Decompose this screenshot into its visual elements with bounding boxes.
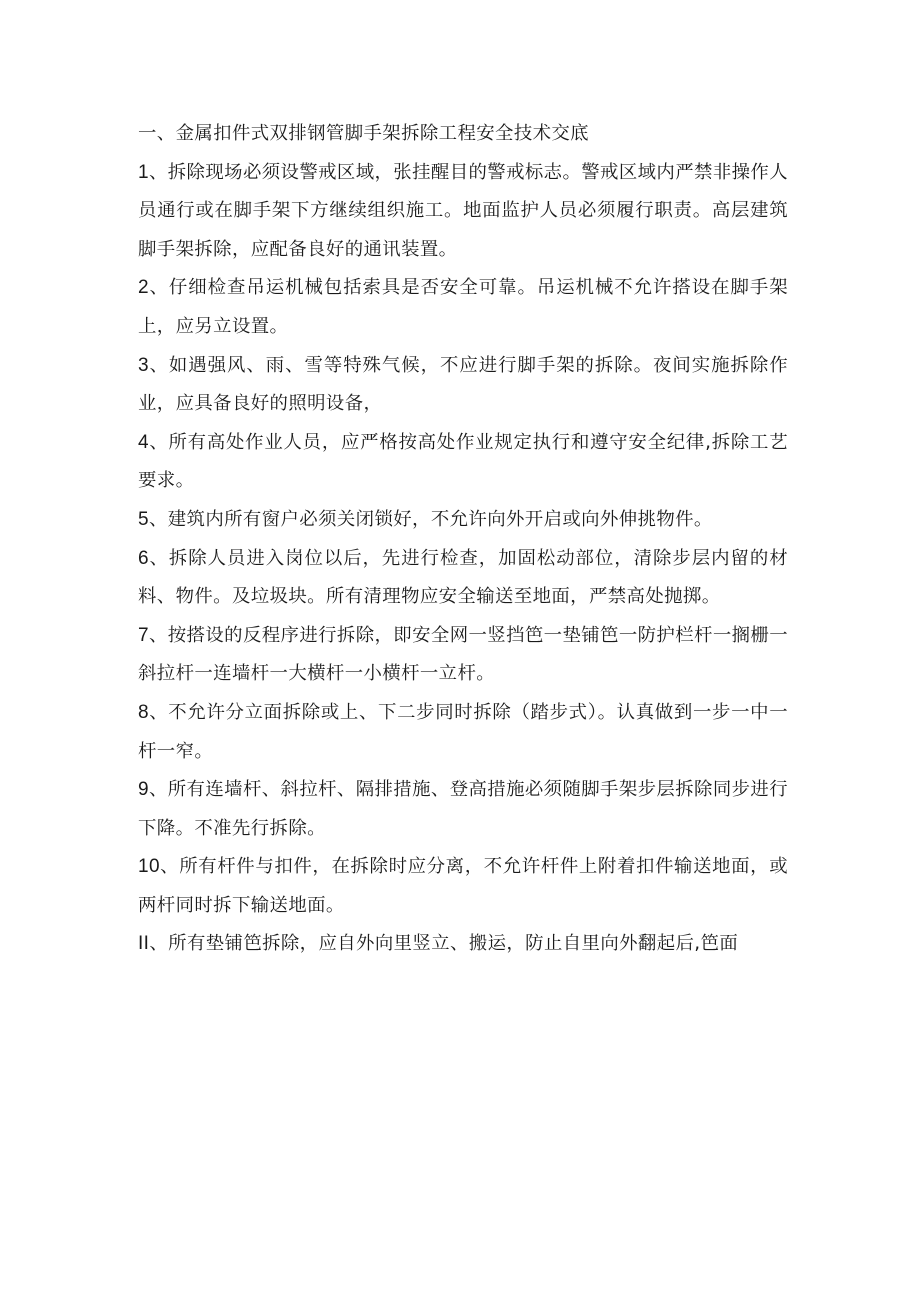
item-number: 4 <box>138 431 149 453</box>
item-text: 、所有连墙杆、斜拉杆、隔排措施、登高措施必须随脚手架步层拆除同步进行下降。不准先行拆除。 <box>138 779 788 839</box>
item-text: 、不允许分立面拆除或上、下二步同时拆除（踏步式）。认真做到一步一中一杆一窄。 <box>138 701 788 762</box>
item-number: 5 <box>138 508 149 530</box>
item-text: 、所有杆件与扣件，在拆除时应分离，不允许杆件上附着扣件输送地面，或两杆同时拆下输送地面。 <box>138 856 788 916</box>
item-number: 10 <box>138 856 160 878</box>
item-text: 、如遇强风、雨、雪等特殊气候，不应进行脚手架的拆除。夜间实施拆除作业，应具备良好的照明设备， <box>138 354 788 415</box>
item-number: 7 <box>138 624 149 646</box>
item-number: 3 <box>138 354 149 376</box>
item-number: 1 <box>138 161 149 183</box>
list-item <box>138 154 788 270</box>
item-number: 8 <box>138 701 149 723</box>
item-number: 9 <box>138 779 149 801</box>
list-item <box>138 540 788 617</box>
list-item <box>138 269 788 346</box>
item-number: 2 <box>138 277 149 299</box>
list-item <box>138 848 788 925</box>
list-item <box>138 925 788 964</box>
item-text: 、拆除现场必须设警戒区域，张挂醒目的警戒标志。警戒区域内严禁非操作人员通行或在脚手架下方继续组织施工。地面监护人员必须履行职责。高层建筑脚手架拆除，应配备良好的通讯装置。 <box>138 161 788 260</box>
list-item <box>138 771 788 848</box>
list-item <box>138 501 788 540</box>
item-text: 、所有垫铺笆拆除，应自外向里竖立、搬运，防止自里向外翻起后,笆面 <box>149 933 739 955</box>
list-item <box>138 617 788 694</box>
item-text: 、按搭设的反程序进行拆除，即安全网一竖挡笆一垫铺笆一防护栏杆一搁栅一斜拉杆一连墙杆一大横杆一小横杆一立杆。 <box>138 624 788 685</box>
item-text: 、拆除人员进入岗位以后，先进行检查，加固松动部位，清除步层内留的材料、物件。及垃圾块。所有清理物应安全输送至地面，严禁高处抛掷。 <box>138 547 788 608</box>
list-item <box>138 347 788 424</box>
list-item <box>138 424 788 501</box>
item-text: 、所有高处作业人员，应严格按高处作业规定执行和遵守安全纪律,拆除工艺要求。 <box>138 431 788 492</box>
document-title: 一、金属扣件式双排钢管脚手架拆除工程安全技术交底 <box>138 123 589 144</box>
list-item <box>138 694 788 771</box>
item-number: 6 <box>138 547 149 569</box>
item-text: 、仔细检查吊运机械包括索具是否安全可靠。吊运机械不允许搭设在脚手架上，应另立设置。 <box>138 277 788 337</box>
document-body <box>138 115 788 964</box>
item-number: II <box>138 933 150 955</box>
item-text: 、建筑内所有窗户必须关闭锁好，不允许向外开启或向外伸挑物件。 <box>148 508 713 530</box>
